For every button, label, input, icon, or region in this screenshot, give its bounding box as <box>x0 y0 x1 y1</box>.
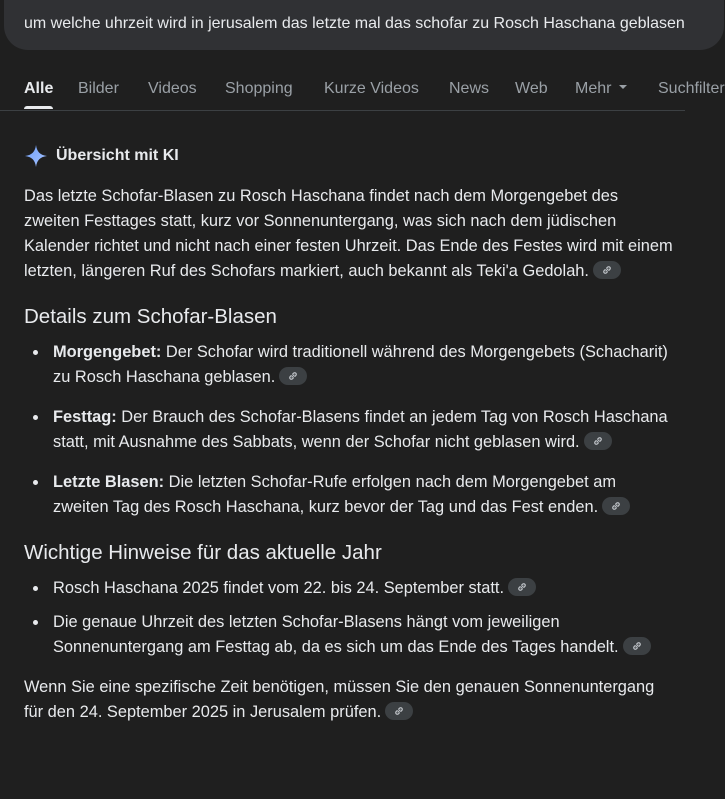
sparkle-icon <box>24 144 48 168</box>
closing-paragraph <box>24 675 674 725</box>
search-tabs <box>0 74 725 111</box>
chevron-down-icon <box>619 85 627 89</box>
source-link-button[interactable] <box>279 367 307 385</box>
intro-paragraph <box>24 184 674 284</box>
tab-alle[interactable]: Alle <box>24 80 54 97</box>
tab-mehr-label: Mehr <box>575 80 612 97</box>
list-item-text: Der Schofar wird traditionell während des Morgengebets (Schacharit) zu Rosch Haschana geblasen. <box>53 343 668 386</box>
tab-web[interactable]: Web <box>515 80 548 97</box>
list-item-text: Der Brauch des Schofar-Blasens findet an jedem Tag von Rosch Haschana statt, mit Ausnahme des Sabbats, wenn der Schofar nicht geblasen wird. <box>53 408 668 451</box>
tab-kurze-videos[interactable]: Kurze Videos <box>324 80 419 97</box>
link-icon <box>631 640 643 652</box>
link-icon <box>287 370 299 382</box>
tab-videos[interactable]: Videos <box>148 80 197 97</box>
notes-heading: Wichtige Hinweise für das aktuelle Jahr <box>24 541 382 564</box>
link-icon <box>610 500 622 512</box>
list-item <box>24 610 674 660</box>
source-link-button[interactable] <box>385 702 413 720</box>
source-link-button[interactable] <box>593 261 621 279</box>
tab-mehr[interactable] <box>575 80 627 98</box>
source-link-button[interactable] <box>602 497 630 515</box>
list-item <box>24 340 674 390</box>
link-icon <box>393 705 405 717</box>
list-item-text: Die genaue Uhrzeit des letzten Schofar-Blasens hängt vom jeweiligen Sonnenuntergang am Festtag ab, da es sich um das Ende des Tages handelt. <box>53 613 619 656</box>
ai-overview-title: Übersicht mit KI <box>56 147 179 164</box>
details-list <box>24 340 674 520</box>
closing-text: Wenn Sie eine spezifische Zeit benötigen, müssen Sie den genauen Sonnenuntergang für den 24. September 2025 in Jerusalem prüfen. <box>24 678 655 721</box>
ai-overview-header <box>24 143 179 169</box>
list-item <box>24 405 674 455</box>
tab-suchfilter[interactable]: Suchfilter <box>658 80 725 97</box>
tab-shopping[interactable]: Shopping <box>225 80 293 97</box>
list-item-text: Die letzten Schofar-Rufe erfolgen nach dem Morgengebet am zweiten Tag des Rosch Haschana, kurz bevor der Tag und das Fest enden. <box>53 473 617 516</box>
search-input[interactable]: um welche uhrzeit wird in jerusalem das letzte mal das schofar zu Rosch Haschana geblasen <box>24 15 685 32</box>
list-item <box>24 470 674 520</box>
list-item-term: Letzte Blasen: <box>53 473 165 491</box>
link-icon <box>516 581 528 593</box>
list-item-text: Rosch Haschana 2025 findet vom 22. bis 24. September statt. <box>53 579 504 597</box>
list-item-term: Festtag: <box>53 408 117 426</box>
search-bar[interactable] <box>4 0 724 50</box>
list-item-term: Morgengebet: <box>53 343 162 361</box>
link-icon <box>592 435 604 447</box>
intro-text: Das letzte Schofar-Blasen zu Rosch Haschana findet nach dem Morgengebet des zweiten Festtages statt, kurz vor Sonnenuntergang, was sich nach dem jüdischen Kalender richtet und nicht nach einer festen Uhrzeit. Das Ende des Festes wird mit einem letzten, längeren Ruf des Schofars markiert, auch bekannt als Teki'a Gedolah. <box>24 187 673 280</box>
source-link-button[interactable] <box>584 432 612 450</box>
notes-list <box>24 576 674 660</box>
details-heading: Details zum Schofar-Blasen <box>24 305 277 328</box>
active-tab-indicator <box>24 106 53 109</box>
source-link-button[interactable] <box>623 637 651 655</box>
link-icon <box>601 264 613 276</box>
list-item <box>24 576 674 601</box>
ai-overview-content <box>24 184 674 725</box>
tab-bilder[interactable]: Bilder <box>78 80 119 97</box>
tab-news[interactable]: News <box>449 80 490 97</box>
source-link-button[interactable] <box>508 578 536 596</box>
